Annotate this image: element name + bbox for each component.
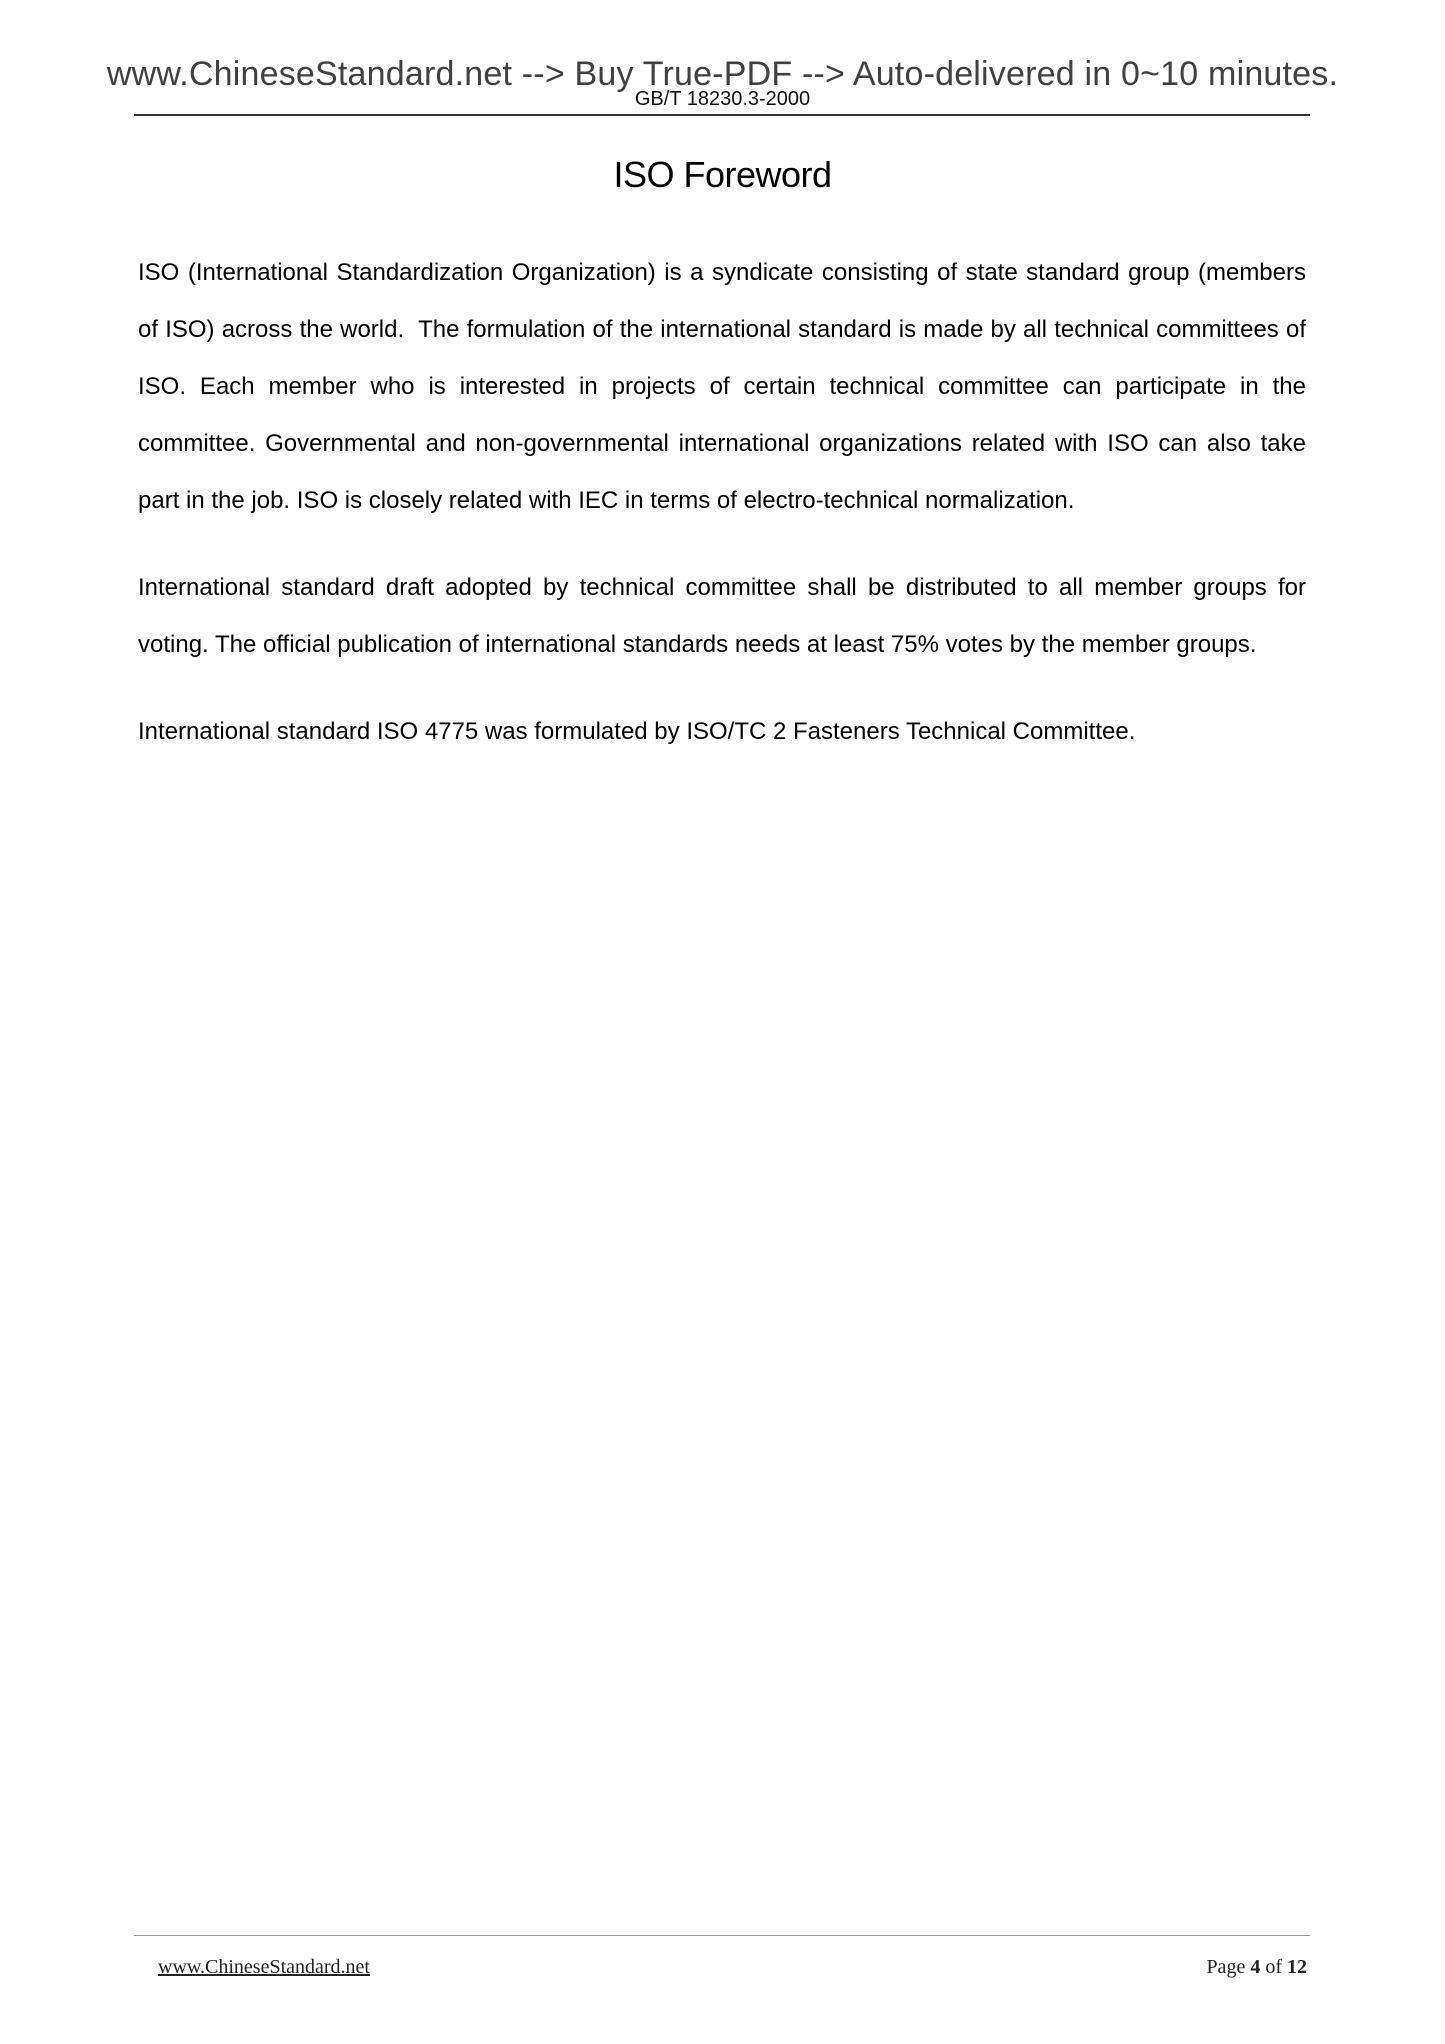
page-title: ISO Foreword [613,154,832,195]
page-counter [1206,1956,1307,1979]
paragraph-iso-4775: International standard ISO 4775 was formulated by ISO/TC 2 Fasteners Technical Committee. [138,718,1136,745]
body-text [138,244,1306,790]
page-of-word: of [1265,1956,1282,1978]
page-current: 4 [1250,1956,1261,1978]
header-rule [134,114,1310,116]
header-banner: www.ChineseStandard.net --> Buy True-PDF --> Auto-delivered in 0~10 minutes. [106,55,1339,93]
document-number: GB/T 18230.3-2000 [634,88,811,110]
page-total: 12 [1287,1956,1307,1978]
page-word: Page [1206,1956,1246,1978]
footer-rule [134,1935,1310,1936]
footer-website-link[interactable]: www.ChineseStandard.net [158,1956,370,1978]
paragraph-iso-intro: ISO (International Standardization Organization) is a syndicate consisting of state standard group (members of ISO) across the world. The formulation of the international standard is made by all technical committees of ISO. Each member who is interested in projects of certain technical committee can participate in the committee. Governmental and non-governmental international organizations related with ISO can also take part in the job. ISO is closely related with IEC in terms of electro-technical normalization. [138,259,1306,514]
paragraph-voting: International standard draft adopted by technical committee shall be distributed to all member groups for voting. The official publication of international standards needs at least 75% votes by the member groups. [138,574,1306,658]
